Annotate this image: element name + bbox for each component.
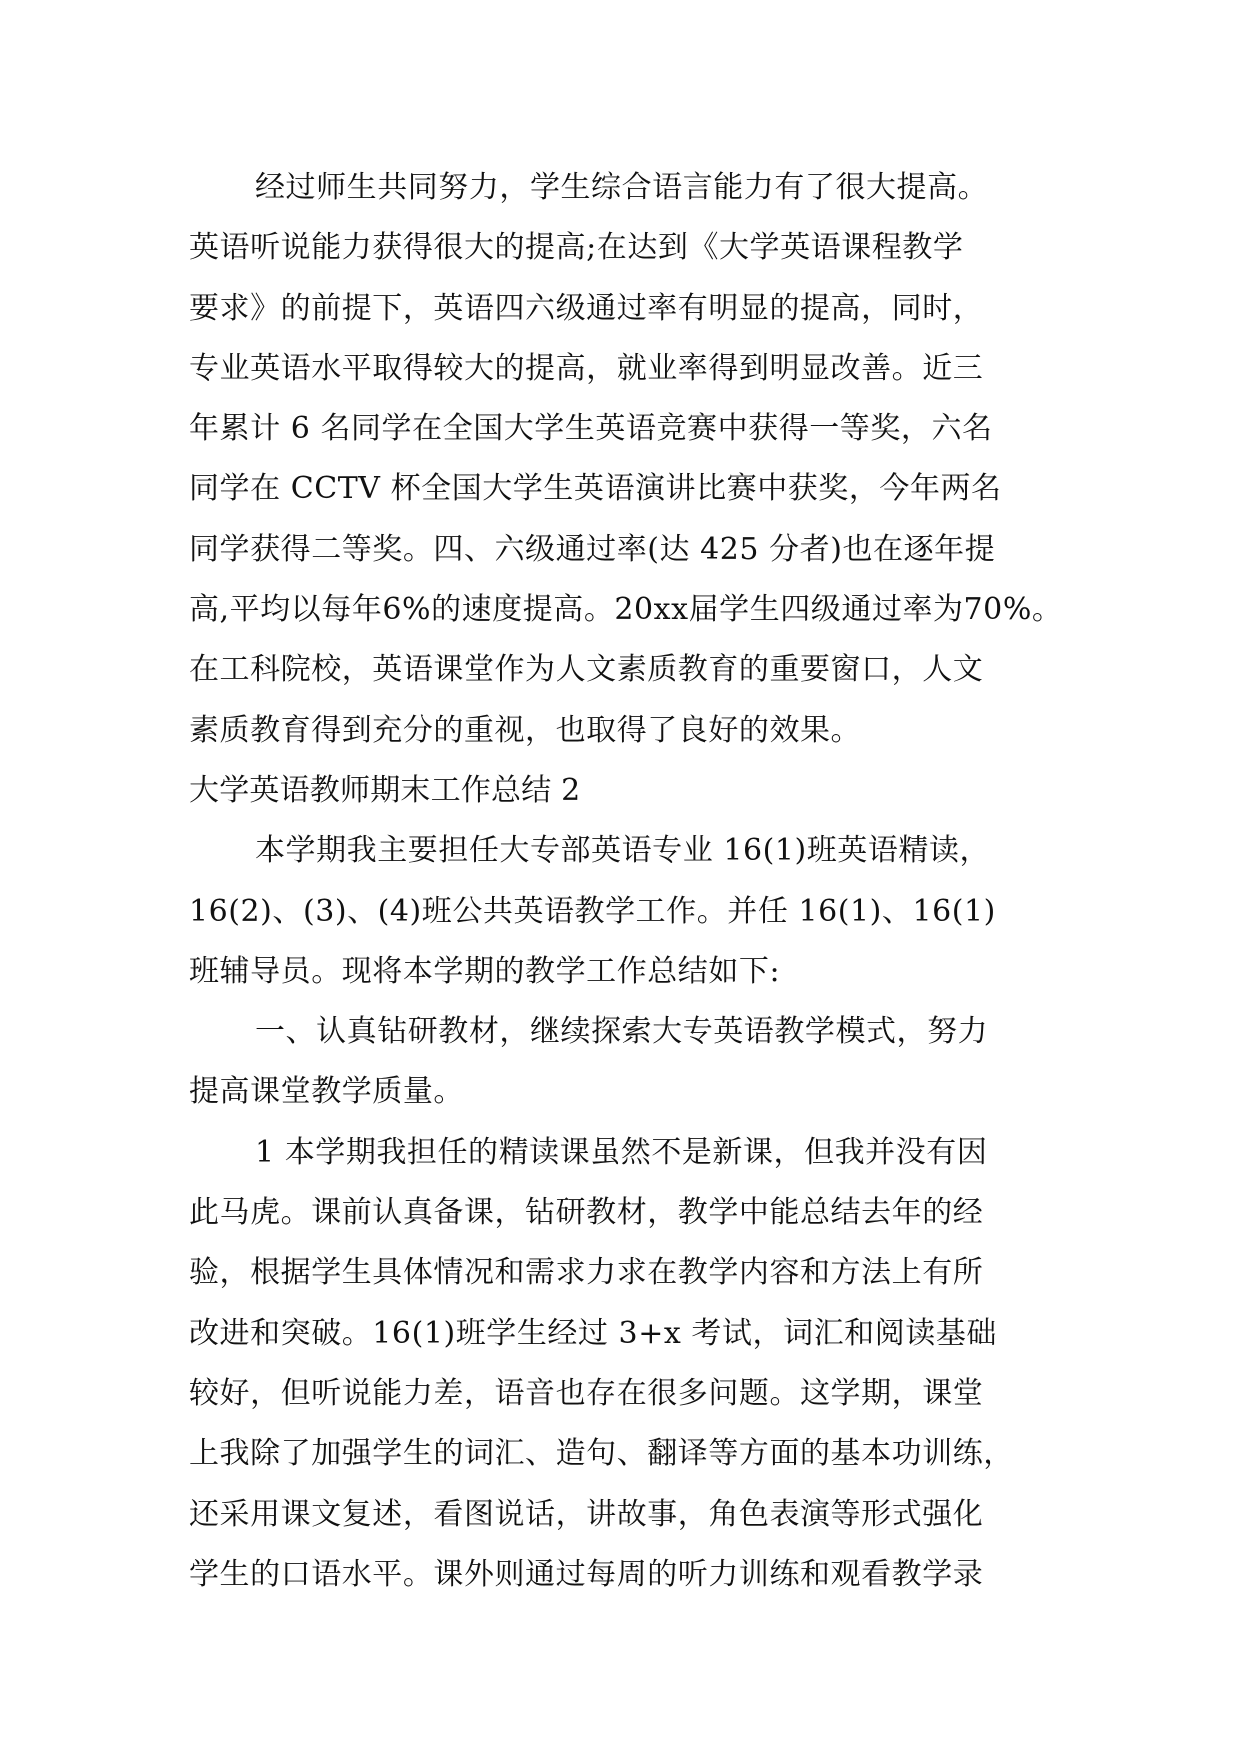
text-line: 16(2)、(3)、(4)班公共英语教学工作。并任 16(1)、16(1) — [189, 893, 996, 929]
text-line: 验，根据学生具体情况和需求力求在教学内容和方法上有所 — [189, 1255, 984, 1291]
text-line: 还采用课文复述，看图说话，讲故事，角色表演等形式强化 — [189, 1496, 984, 1532]
text-line: 同学获得二等奖。四、六级通过率(达 425 分者)也在逐年提 — [189, 531, 996, 567]
text-line: 此马虎。课前认真备课，钻研教材，教学中能总结去年的经 — [189, 1195, 984, 1231]
text-line: 经过师生共同努力，学生综合语言能力有了很大提高。 — [255, 170, 989, 205]
section-heading: 大学英语教师期末工作总结 2 — [189, 772, 581, 808]
text-line: 要求》的前提下，英语四六级通过率有明显的提高，同时， — [189, 290, 984, 326]
text-line: 英语听说能力获得很大的提高;在达到《大学英语课程教学 — [189, 230, 964, 266]
text-line: 素质教育得到充分的重视，也取得了良好的效果。 — [189, 712, 862, 748]
text-line: 班辅导员。现将本学期的教学工作总结如下: — [189, 953, 781, 989]
text-line: 提高课堂教学质量。 — [189, 1074, 464, 1110]
text-line: 学生的口语水平。课外则通过每周的听力训练和观看教学录 — [189, 1556, 984, 1592]
text-line: 改进和突破。16(1)班学生经过 3+x 考试，词汇和阅读基础 — [189, 1315, 997, 1351]
text-line: 专业英语水平取得较大的提高，就业率得到明显改善。近三 — [189, 350, 984, 386]
document-body — [189, 158, 1069, 1605]
text-line: 本学期我主要担任大专部英语专业 16(1)班英语精读， — [255, 833, 991, 869]
text-line: 在工科院校，英语课堂作为人文素质教育的重要窗口，人文 — [189, 652, 984, 688]
text-line: 一、认真钻研教材，继续探索大专英语教学模式，努力 — [255, 1014, 989, 1050]
text-line: 上我除了加强学生的词汇、造句、翻译等方面的基本功训练， — [189, 1436, 1014, 1472]
text-line: 较好，但听说能力差，语音也存在很多问题。这学期，课堂 — [189, 1375, 984, 1411]
text-line: 1 本学期我担任的精读课虽然不是新课，但我并没有因 — [255, 1134, 988, 1170]
text-line: 同学在 CCTV 杯全国大学生英语演讲比赛中获奖，今年两名 — [189, 471, 1002, 507]
text-line: 年累计 6 名同学在全国大学生英语竞赛中获得一等奖，六名 — [189, 411, 993, 447]
text-line: 高,平均以每年6%的速度提高。20xx届学生四级通过率为70%。 — [189, 592, 1063, 628]
